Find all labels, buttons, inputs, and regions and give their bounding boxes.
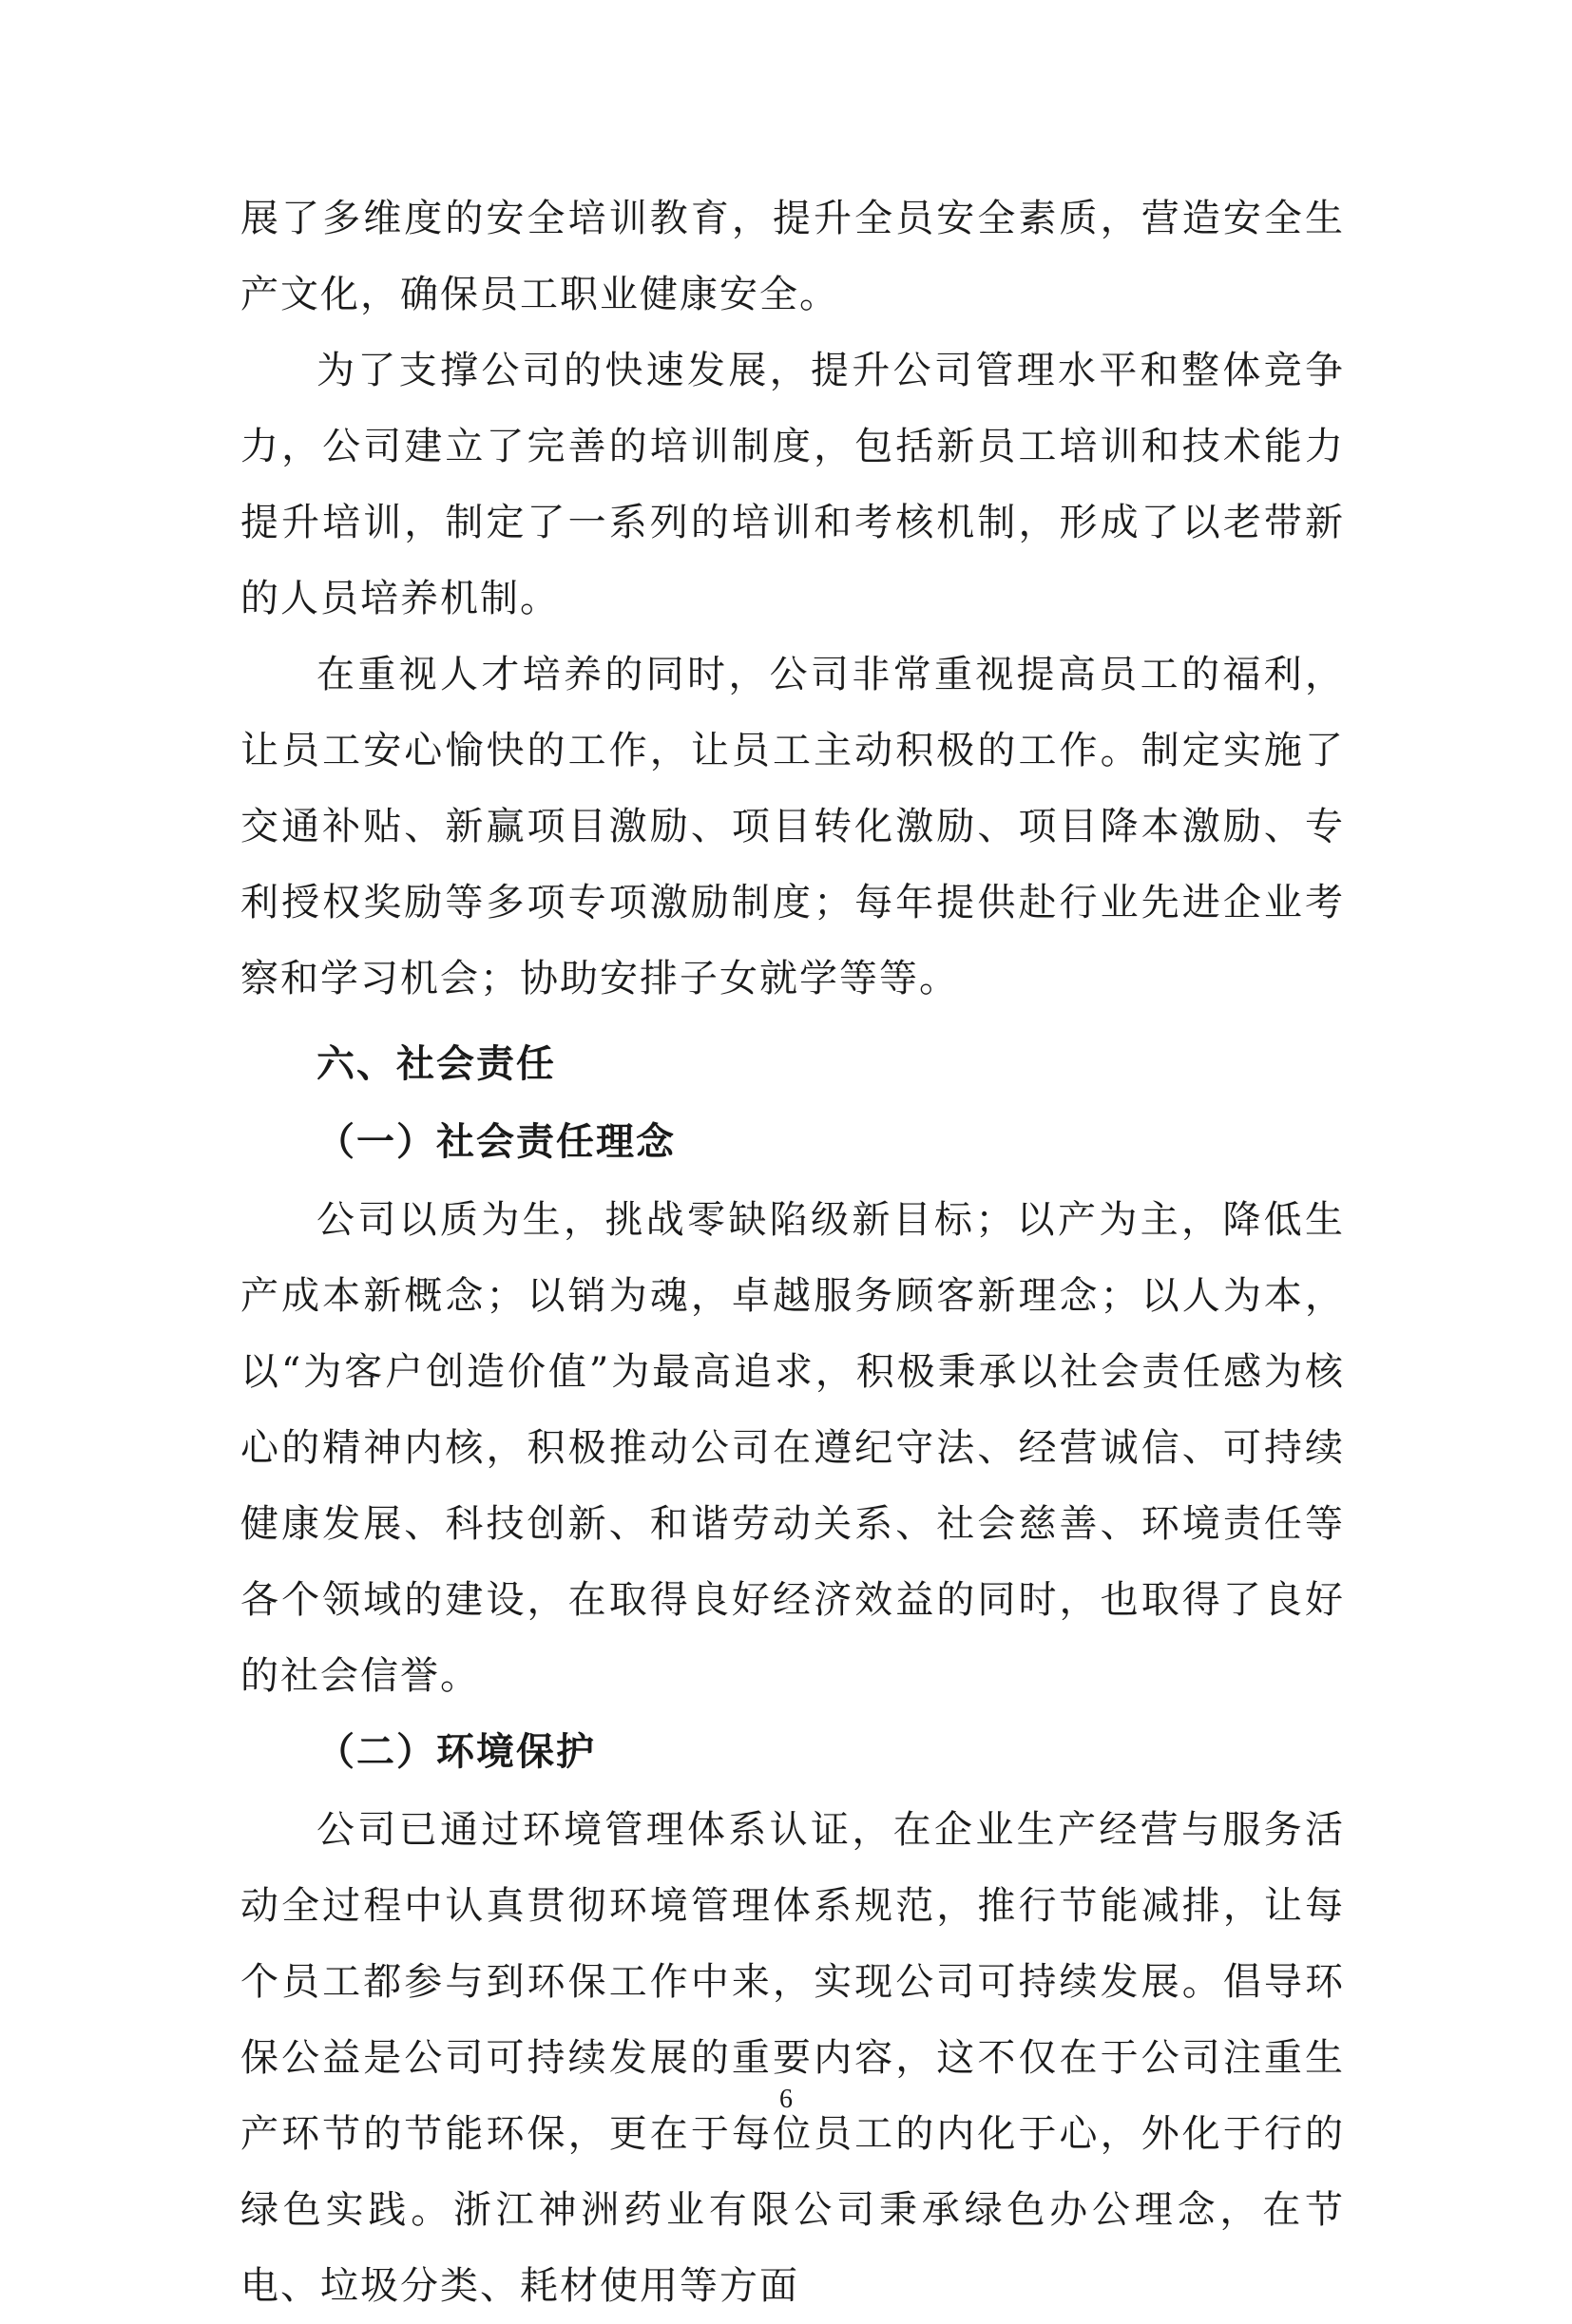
paragraph-environmental-protection: 公司已通过环境管理体系认证，在企业生产经营与服务活动全过程中认真贯彻环境管理体系规范，推行节能减排，让每个员工都参与到环保工作中来，实现公司可持续发展。倡导环保公益是公司可持续发展的重要内容，这不仅在于公司注重生产环节的节能环保，更在于每位员工的内化于心，外化于行的绿色实践。浙江神洲药业有限公司秉承绿色办公理念，在节电、垃圾分类、耗材使用等方面	[240, 1808, 1345, 2308]
paragraph-safety-training: 展了多维度的安全培训教育，提升全员安全素质，营造安全生产文化，确保员工职业健康安全。	[240, 197, 1345, 316]
page-number: 6	[779, 2085, 793, 2114]
subsection-heading-responsibility-philosophy: （一）社会责任理念	[316, 1120, 676, 1164]
paragraph-responsibility-philosophy: 公司以质为生，挑战零缺陷级新目标；以产为主，降低生产成本新概念；以销为魂，卓越服务顾客新理念；以人为本，以“为客户创造价值”为最高追求，积极秉承以社会责任感为核心的精神内核，积极推动公司在遵纪守法、经营诚信、可持续健康发展、科技创新、和谐劳动关系、社会慈善、环境责任等各个领域的建设，在取得良好经济效益的同时，也取得了良好的社会信誉。	[240, 1198, 1345, 1698]
subsection-heading-environmental-protection: （二）环境保护	[316, 1730, 596, 1774]
paragraph-training-system: 为了支撑公司的快速发展，提升公司管理水平和整体竞争力，公司建立了完善的培训制度，包括新员工培训和技术能力提升培训，制定了一系列的培训和考核机制，形成了以老带新的人员培养机制。	[240, 349, 1345, 620]
document-body	[240, 181, 1345, 2324]
paragraph-employee-welfare: 在重视人才培养的同时，公司非常重视提高员工的福利，让员工安心愉快的工作，让员工主动积极的工作。制定实施了交通补贴、新赢项目激励、项目转化激励、项目降本激励、专利授权奖励等多项专项激励制度；每年提供赴行业先进企业考察和学习机会；协助安排子女就学等等。	[240, 653, 1345, 1000]
section-heading-social-responsibility: 六、社会责任	[316, 1042, 556, 1086]
